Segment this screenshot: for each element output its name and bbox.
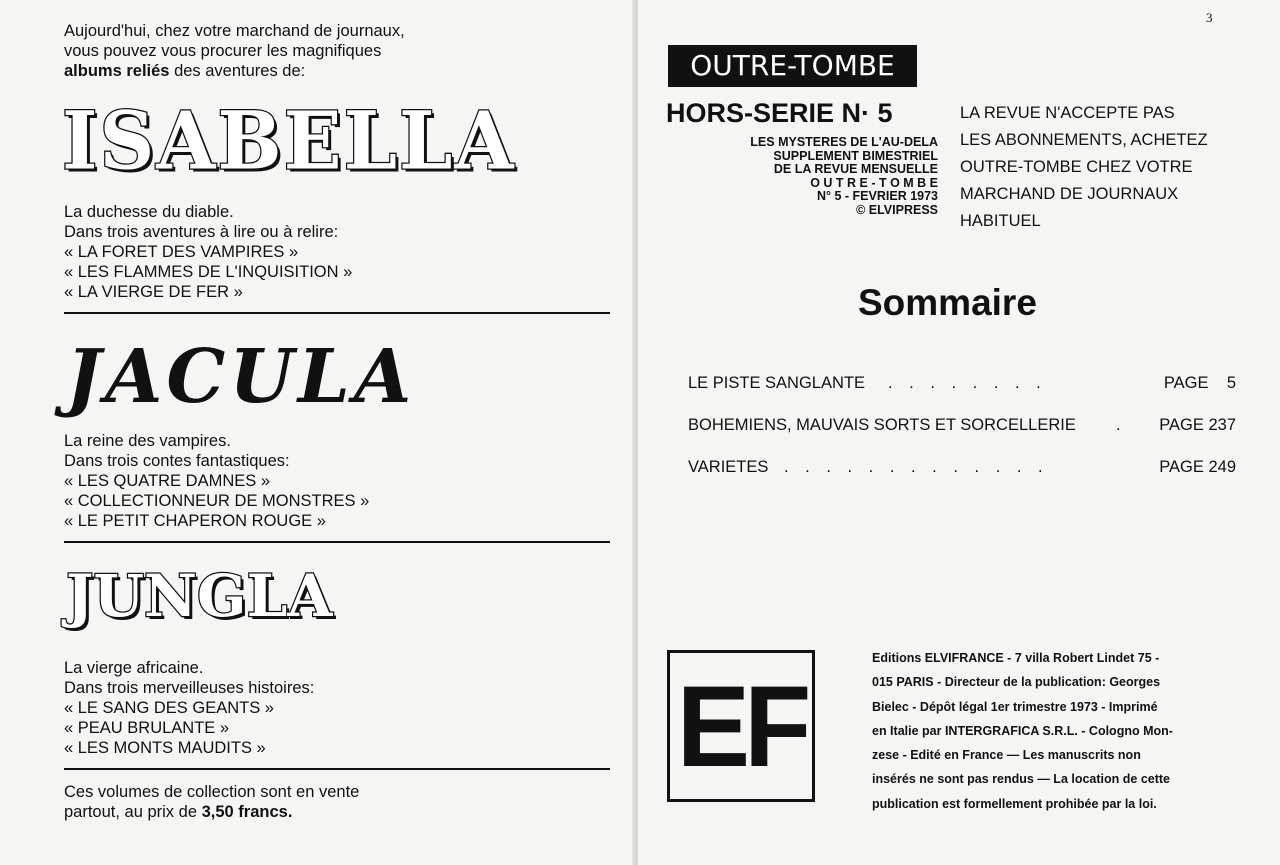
toc-row xyxy=(688,457,1236,499)
toc-leader-dots: . . . . . . . . xyxy=(888,374,1047,392)
price-note-prefix: partout, au prix de xyxy=(64,803,202,821)
album-line: « LA VIERGE DE FER » xyxy=(64,283,243,301)
isabella-logo: ISABELLA xyxy=(62,93,516,188)
notice-line: LA REVUE N'ACCEPTE PAS xyxy=(960,104,1175,122)
album-line: « LE PETIT CHAPERON ROUGE » xyxy=(64,512,326,530)
imprint-line: Bielec - Dépôt légal 1er trimestre 1973 - Imprimé xyxy=(872,699,1158,714)
toc-leader-dots: . xyxy=(1116,416,1127,434)
intro-line: vous pouvez vous procurer les magnifiques xyxy=(64,42,382,60)
toc-page: PAGE 249 xyxy=(1159,458,1236,476)
left-page xyxy=(0,0,636,865)
album-line: « LES FLAMMES DE L'INQUISITION » xyxy=(64,263,353,281)
toc-title: LE PISTE SANGLANTE xyxy=(688,374,865,392)
imprint-line: Editions ELVIFRANCE - 7 villa Robert Lindet 75 - xyxy=(872,651,1160,665)
price-note xyxy=(64,782,444,822)
album-line: « COLLECTIONNEUR DE MONSTRES » xyxy=(64,492,370,510)
subscription-notice xyxy=(960,100,1208,235)
credit-line: DE LA REVUE MENSUELLE xyxy=(773,162,938,176)
isabella-description xyxy=(64,202,464,302)
masthead-logo: OUTRE-TOMBE xyxy=(668,45,917,87)
price-note-line: Ces volumes de collection sont en vente xyxy=(64,783,360,801)
intro-text xyxy=(64,21,484,81)
album-line: La duchesse du diable. xyxy=(64,203,234,221)
intro-bold: albums reliés xyxy=(64,62,170,80)
table-of-contents xyxy=(688,373,1236,499)
divider-rule xyxy=(64,768,610,770)
toc-row xyxy=(688,373,1236,415)
price-value: 3,50 francs. xyxy=(201,803,293,821)
toc-page: PAGE 5 xyxy=(1163,374,1236,392)
album-line: « PEAU BRULANTE » xyxy=(64,719,230,737)
imprint-line: zese - Edité en France — Les manuscrits non xyxy=(872,748,1141,763)
page-number: 3 xyxy=(1206,10,1213,25)
imprint-line: publication est formellement prohibée par la loi. xyxy=(872,796,1157,811)
toc-title: VARIETES xyxy=(688,458,769,476)
credit-line: O U T R E - T O M B E xyxy=(810,175,938,190)
jungla-logo: JUNGLA xyxy=(66,562,333,630)
intro-line: Aujourd'hui, chez votre marchand de journaux, xyxy=(64,22,405,40)
notice-line: HABITUEL xyxy=(960,212,1041,230)
album-line: Dans trois aventures à lire ou à relire: xyxy=(64,223,339,241)
toc-leader-dots: . . . . . . . . . . . . . xyxy=(784,458,1049,476)
album-line: La vierge africaine. xyxy=(64,659,204,677)
imprint-line: insérés ne sont pas rendus — La location de cette xyxy=(872,772,1170,787)
toc-title: BOHEMIENS, MAUVAIS SORTS ET SORCELLERIE xyxy=(688,416,1076,434)
album-line: La reine des vampires. xyxy=(64,432,231,450)
album-line: « LES QUATRE DAMNES » xyxy=(64,472,271,490)
divider-rule xyxy=(64,541,610,543)
divider-rule xyxy=(64,312,610,314)
credit-line: © ELVIPRESS xyxy=(856,202,938,217)
notice-line: OUTRE-TOMBE CHEZ VOTRE xyxy=(960,158,1193,176)
credit-line: N° 5 - FEVRIER 1973 xyxy=(816,189,938,203)
hors-serie-title: HORS-SERIE N· 5 xyxy=(666,98,893,128)
imprint-line: 015 PARIS - Directeur de la publication: Georges xyxy=(872,675,1161,690)
notice-line: LES ABONNEMENTS, ACHETEZ xyxy=(960,131,1208,149)
jacula-logo: JACULA xyxy=(66,334,416,420)
sommaire-heading: Sommaire xyxy=(858,282,1037,323)
jacula-description xyxy=(64,431,464,531)
credit-line: LES MYSTERES DE L'AU-DELA xyxy=(750,135,938,149)
notice-line: MARCHAND DE JOURNAUX xyxy=(960,185,1179,203)
toc-row xyxy=(688,415,1236,457)
album-line: Dans trois contes fantastiques: xyxy=(64,452,290,470)
album-line: « LA FORET DES VAMPIRES » xyxy=(64,243,299,261)
album-line: « LES MONTS MAUDITS » xyxy=(64,739,266,757)
credit-line: SUPPLEMENT BIMESTRIEL xyxy=(773,148,938,163)
album-line: « LE SANG DES GEANTS » xyxy=(64,699,274,717)
jungla-description xyxy=(64,658,464,758)
album-line: Dans trois merveilleuses histoires: xyxy=(64,679,315,697)
intro-tail: des aventures de: xyxy=(169,62,306,80)
issue-credits xyxy=(666,136,938,217)
publisher-logo xyxy=(667,650,815,802)
imprint-text xyxy=(872,646,1236,816)
toc-page: PAGE 237 xyxy=(1159,416,1236,434)
imprint-line: en Italie par INTERGRAFICA S.R.L. - Cologno Mon- xyxy=(872,723,1173,738)
publisher-logo-text: EF xyxy=(676,661,806,792)
